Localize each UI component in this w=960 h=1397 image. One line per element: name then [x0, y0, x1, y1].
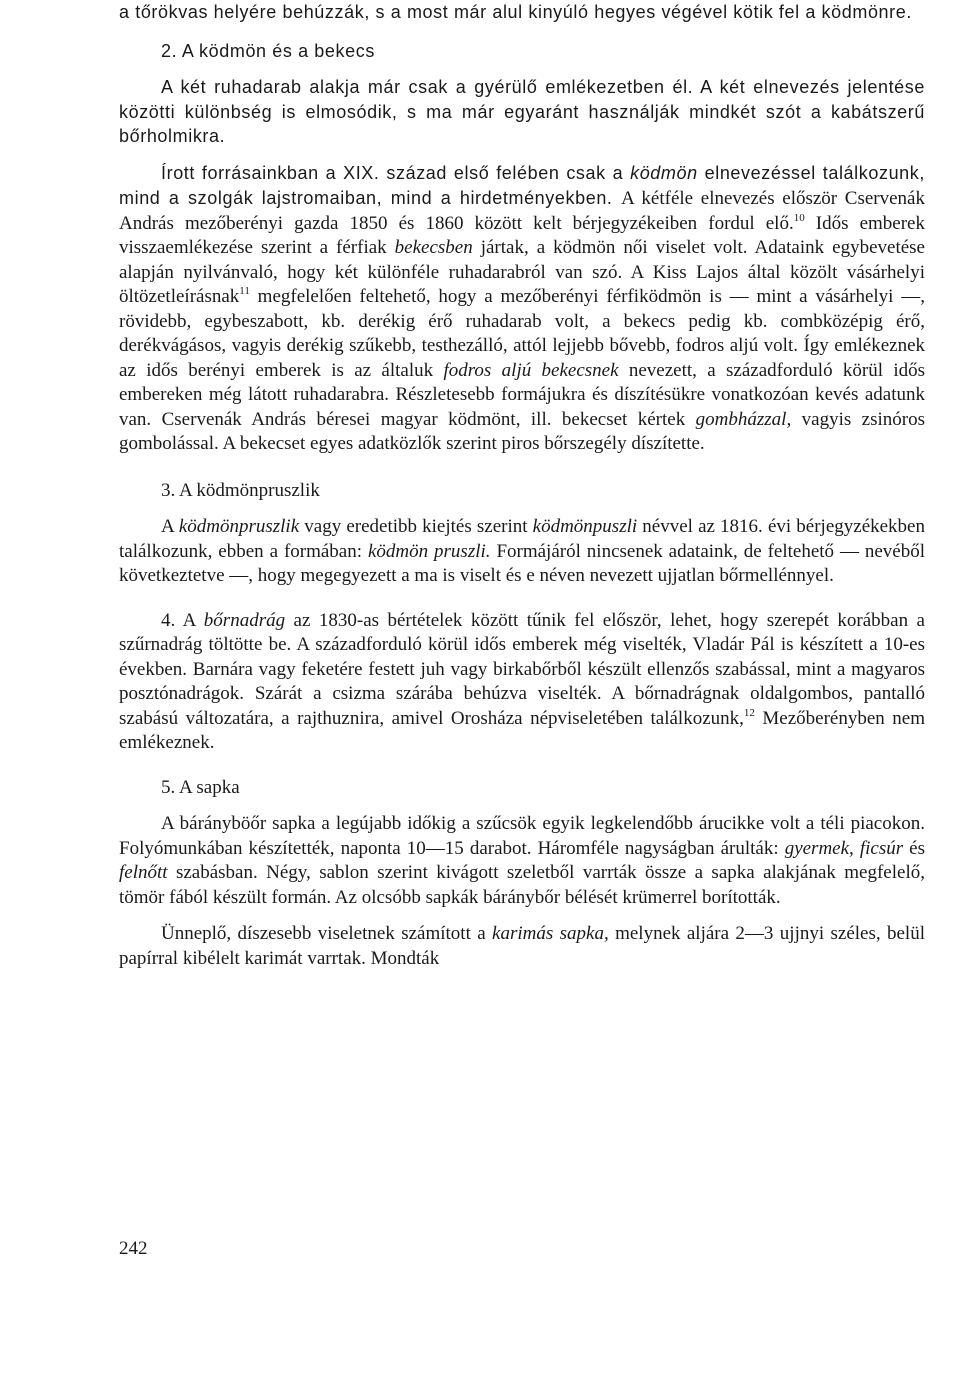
text-run: 3. A ködmönpruszlik	[161, 479, 320, 501]
text-run: 4. A	[161, 609, 204, 631]
text-run: A két ruhadarab alakja már csak a gyérülő emlékezetben él. A két elnevezés jelentése közötti különbség is elmosódik, s ma már egyaránt használják mindkét szót a kabátszerű bőrholmikra.	[119, 77, 925, 146]
text-run: Idős emberek visszaemlékezése szerint a férfiak	[119, 212, 925, 258]
text-run: szabásban. Négy, sablon szerint kivágott szeletből varrták össze a sapka alakjának megfelelő, tömör fából készült formán. Az olcsóbb sapkák báránybőr bélését krümerrel borították.	[119, 862, 925, 908]
text-run: megfelelően feltehető, hogy a mezőberényi férfiködmön is — mint a vásárhelyi —, rövidebb, egybeszabott, kb. derékig érő ruhadarab volt, a bekecs pedig kb. combközépig érő, derékvágásos, vagyis derékig szűkebb, testhezálló, attól lejjebb bővebb, fodros aljú volt. Így emlékeznek az idős berényi emberek is az általuk	[119, 286, 925, 381]
text-run: Formájáról nincsenek adataink, de feltehető — nevéből következtetve —, hogy megegyezett a ma is viselt és e néven nevezett ujjatlan bőrmellénnyel.	[119, 540, 926, 586]
italic-term: ködmönpuszli	[532, 516, 638, 537]
italic-term: karimás sapka,	[492, 923, 609, 944]
text-run: és	[903, 837, 925, 859]
text-run: 5. A sapka	[161, 776, 240, 798]
text-run: jártak, a ködmön női viselet volt. Adataink egybevetése alapján nyilvánvaló, hogy két különféle ruhadarabról van szó. A Kiss Lajos által közölt vásárhelyi öltözetleírásnak	[119, 237, 925, 307]
paragraph-kodmon-bekecs-1	[119, 75, 925, 149]
footnote-marker: 10	[793, 211, 805, 224]
italic-term: gyermek, ficsúr	[784, 837, 904, 859]
text-run: A bárányböőr sapka a legújabb időkig a szűcsök egyik legkelendőbb árucikke volt a téli piacokon. Folyómunkában készítették, naponta 10—15 darabot. Háromféle nagyságban árulták:	[119, 813, 925, 859]
italic-term: ködmön pruszli.	[367, 540, 491, 562]
text-run: Mezőberényben nem emlékeznek.	[119, 707, 925, 753]
text-run: névvel az 1816. évi bérjegyzékekben találkozunk, ebben a formában:	[119, 516, 925, 562]
page-number: 242	[119, 1238, 148, 1259]
text-run: 2. A ködmön és a bekecs	[161, 40, 375, 61]
text-run: A	[161, 516, 179, 537]
section-heading-5	[161, 776, 925, 801]
italic-term: gombházzal,	[695, 408, 792, 430]
text-run: melynek aljára 2—3 ujjnyi széles, belül papírral kibélelt karimát varrtak. Mondták	[119, 923, 925, 969]
text-run: Ünneplő, díszesebb viseletnek számított a	[161, 923, 493, 944]
paragraph-sapka-1	[119, 812, 925, 910]
paragraph-kodmon-bekecs-2	[119, 161, 925, 457]
italic-term: bőrnadrág	[203, 609, 286, 631]
text-run: nevezett, a századforduló körül idős embereken még látott ruhadarabra. Részletesebb formájukra és díszítésükre vonatkozóan kevés adatunk van. Cservenák András béresei magyar ködmönt, ill. bekecset kértek	[119, 359, 925, 430]
text-run: az 1830-as bértételek között tűnik fel először, lehet, hogy szerepét korábban a szűrnadrág töltötte be. A századforduló körül idős emberek még viselték, Vladár Pál is készített a 10-es években. Barnára vagy feketére festett juh vagy birkabőrből készült ellenzős szabással, mint a magyaros posztónadrágok. Szárát a csizma szárába behúzva viselték. A bőrnadrágnak oldalgombos, pantalló szabású változatára, a rajthuznira, amivel Orosháza népviseletében találkozunk,	[119, 609, 925, 729]
text-run: A kétféle elnevezés először Cservenák András mezőberényi gazda 1850 és 1860 között kelt bérjegyzékeiben fordul elő.	[119, 188, 925, 234]
italic-term: felnőtt	[119, 862, 168, 883]
text-run: elnevezéssel találkozunk, mind a szolgák lajstromaiban, mind a hirdetményekben.	[119, 162, 925, 208]
page-body	[119, 0, 925, 971]
text-run: a tőrökvas helyére behúzzák, s a most már alul kinyúló hegyes végével kötik fel a ködmönre.	[119, 2, 912, 22]
paragraph-kodmonpruszlik	[119, 515, 925, 589]
text-run: vagyis zsinóros gombolással. A bekecset egyes adatközlők szerint piros bőrszegély díszítette.	[119, 408, 926, 454]
italic-term: ködmönpruszlik	[178, 516, 300, 537]
footnote-marker: 11	[239, 285, 250, 297]
section-heading-2	[161, 39, 925, 64]
paragraph-intro	[119, 0, 925, 25]
paragraph-sapka-2	[119, 922, 925, 971]
section-heading-3	[161, 479, 925, 504]
italic-term: bekecsben	[394, 237, 473, 258]
footnote-marker: 12	[743, 706, 755, 719]
paragraph-bornadrag	[119, 609, 925, 756]
text-run: Írott forrásainkban a XIX. század első felében csak a	[161, 162, 631, 183]
text-run: vagy eredetibb kiejtés szerint	[299, 516, 533, 537]
italic-term: ködmön	[630, 162, 698, 183]
italic-term: fodros aljú bekecsnek	[443, 359, 619, 381]
